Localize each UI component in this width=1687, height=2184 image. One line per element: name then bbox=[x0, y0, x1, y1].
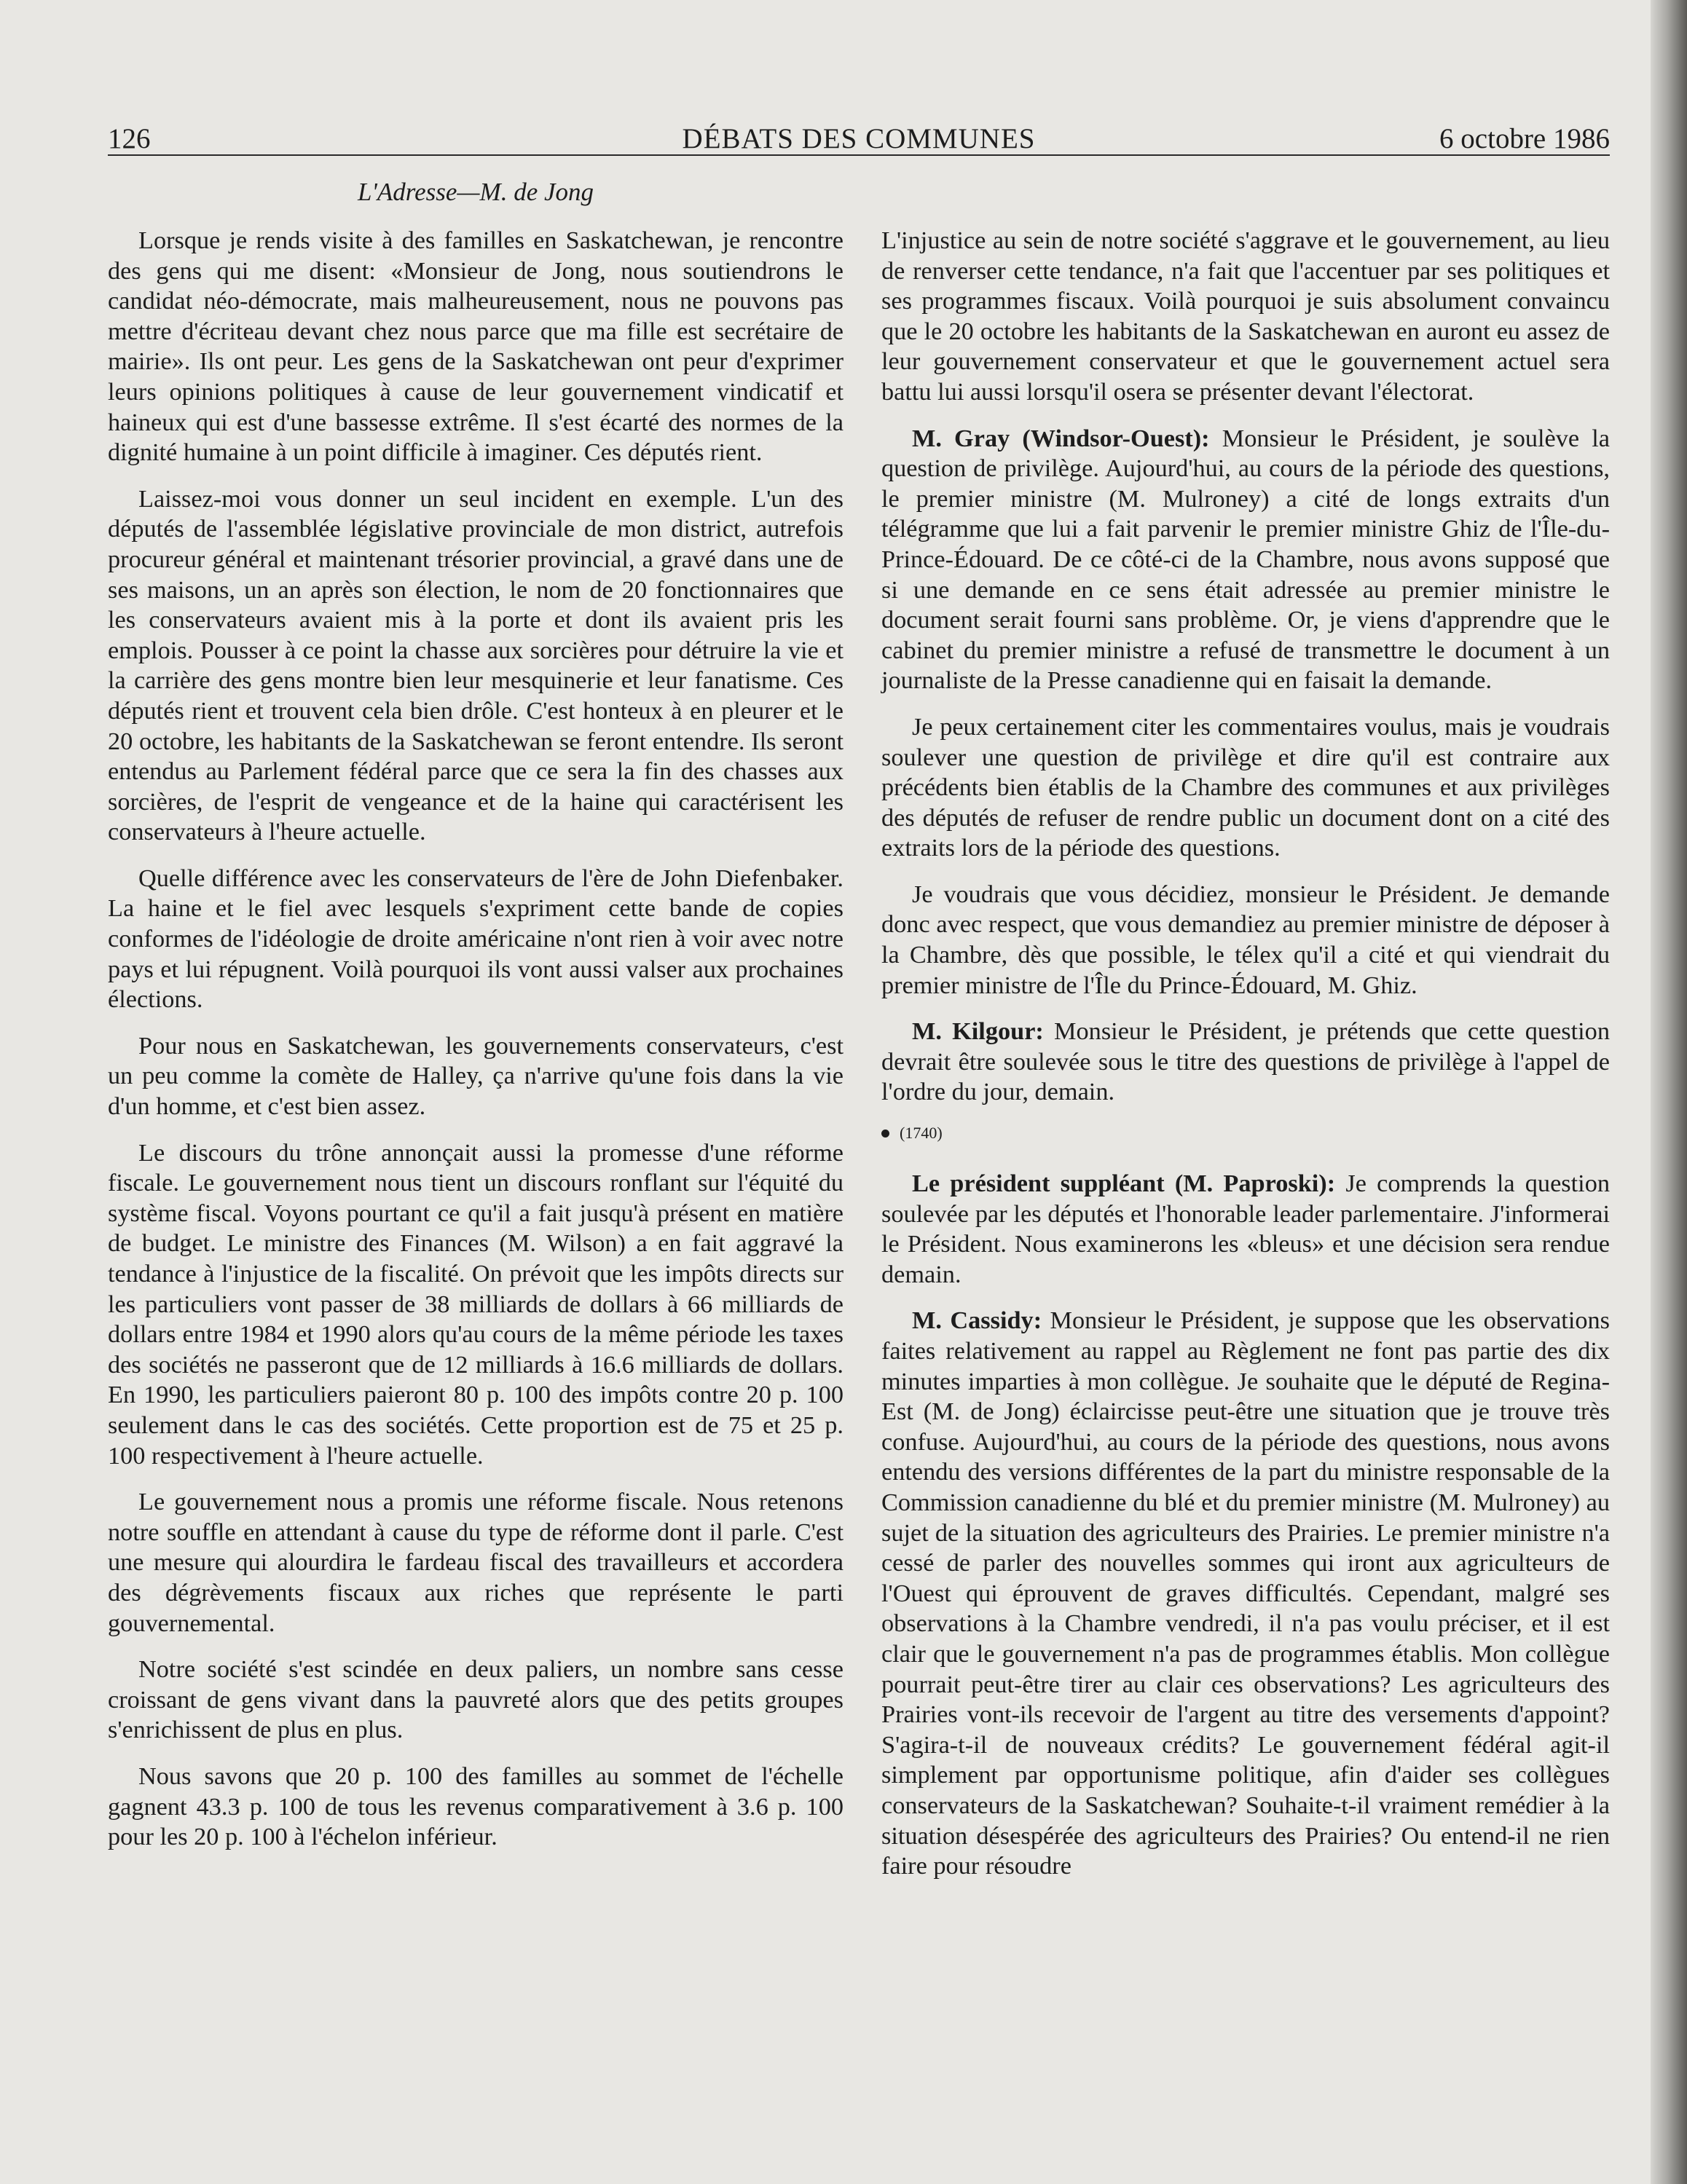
paragraph: Je peux certainement citer les commentaires voulus, mais je voudrais soulever une question de privilège et dire qu'il est contraire aux précédents bien établis de la Chambre des communes et aux privilèges des députés de refuser de rendre public un document dont on a cité des extraits lors de la période des questions. bbox=[881, 712, 1610, 862]
header-date: 6 octobre 1986 bbox=[1439, 123, 1610, 154]
paragraph: Le gouvernement nous a promis une réforme fiscale. Nous retenons notre souffle en attendant à cause du type de réforme dont il parle. C'est une mesure qui alourdira le fardeau fiscal des travailleurs et accordera des dégrèvements fiscaux aux riches que représente le parti gouvernemental. bbox=[108, 1488, 844, 1637]
speech-text: Monsieur le Président, je soulève la question de privilège. Aujourd'hui, au cours de la période des questions, le premier ministre (M. Mulroney) a cité de longs extraits d'un télégramme que lui a fait parvenir le premier ministre Ghiz de l'Île-du-Prince-Édouard. De ce côté-ci de la Chambre, nous avons supposé que si une demande en ce sens était adressée au premier ministre le document serait fourni sans problème. Or, je viens d'apprendre que le cabinet du premier ministre a refusé de transmettre le document à un journaliste de la Presse canadienne qui en faisait la demande. bbox=[881, 424, 1610, 695]
paragraph: Laissez-moi vous donner un seul incident en exemple. L'un des députés de l'assemblée législative provinciale de mon district, autrefois procureur général et maintenant trésorier provincial, a gravé dans une de ses maisons, un an après son élection, le nom de 20 fonctionnaires que les conservateurs avaient mis à la porte et dont ils avaient pris les emplois. Pousser à ce point la chasse aux sorcières pour détruire la vie et la carrière des gens montre bien leur mesquinerie et leur fanatisme. Ces députés rient et trouvent cela bien drôle. C'est honteux à en pleurer et le 20 octobre, les habitants de la Saskatchewan se feront entendre. Ils seront entendus au Parlement fédéral parce que ce sera la fin des chasses aux sorcières, de l'esprit de vengeance et de la haine qui caractérisent les conservateurs à l'heure actuelle. bbox=[108, 484, 844, 846]
speaker-name: M. Gray (Windsor-Ouest): bbox=[912, 424, 1210, 452]
paragraph: Nous savons que 20 p. 100 des familles au sommet de l'échelle gagnent 43.3 p. 100 de tous les revenus comparativement à 3.6 p. 100 pour les 20 p. 100 à l'échelon inférieur. bbox=[108, 1762, 844, 1851]
speech-text: Monsieur le Président, je prétends que cette question devrait être soulevée sous le titre des questions de privilège à l'appel de l'ordre du jour, demain. bbox=[881, 1017, 1610, 1106]
page-header bbox=[108, 117, 1610, 160]
paragraph: Je voudrais que vous décidiez, monsieur le Président. Je demande donc avec respect, que vous demandiez au premier ministre de déposer à la Chambre, dès que possible, le télex qu'il a cité et qui viendrait du premier ministre de l'Île du Prince-Édouard, M. Ghiz. bbox=[881, 880, 1610, 999]
header-rule bbox=[108, 154, 1610, 156]
running-head: L'Adresse—M. de Jong bbox=[357, 178, 594, 206]
paragraph: Le discours du trône annonçait aussi la promesse d'une réforme fiscale. Le gouvernement nous tient un discours ronflant sur l'équité du système fiscal. Voyons pourtant ce qu'il a fait jusqu'à présent en matière de budget. Le ministre des Finances (M. Wilson) a en fait aggravé la tendance à l'injustice de la fiscalité. On prévoit que les impôts directs sur les particuliers vont passer de 38 milliards de dollars à 66 milliards de dollars entre 1984 et 1990 alors qu'au cours de la même période les taxes des sociétés ne passeront que de 12 milliards à 16.6 milliards de dollars. En 1990, les particuliers paieront 80 p. 100 des impôts contre 20 p. 100 seulement dans le cas des sociétés. Cette proportion est de 75 et 25 p. 100 respectivement à l'heure actuelle. bbox=[108, 1138, 844, 1470]
paragraph: Lorsque je rends visite à des familles en Saskatchewan, je rencontre des gens qui me disent: «Monsieur de Jong, nous soutiendrons le candidat néo-démocrate, mais malheureusement, nous ne pouvons pas mettre d'écriteau devant chez nous parce que ma fille est secrétaire de mairie». Ils ont peur. Les gens de la Saskatchewan ont peur d'exprimer leurs opinions politiques à cause de leur gouvernement vindicatif et haineux qui est d'une bassesse extrême. Il s'est écarté des normes de la dignité humaine à un point difficile à imaginer. Ces députés rient. bbox=[108, 226, 844, 467]
speaker-name: Le président suppléant (M. Paproski): bbox=[912, 1170, 1336, 1198]
timestamp-text: (1740) bbox=[900, 1124, 943, 1143]
continuation-paragraph: L'injustice au sein de notre société s'aggrave et le gouvernement, au lieu de renverser cette tendance, n'a fait que l'accentuer par ses politiques et ses programmes fiscaux. Voilà pourquoi je suis absolument convaincu que le 20 octobre les habitants de la Saskatchewan en auront eu assez de leur gouvernement conservateur et que le gouvernement actuel sera battu lui aussi lorsqu'il osera se présenter devant l'électorat. bbox=[881, 226, 1610, 406]
page-edge-shadow bbox=[1651, 0, 1687, 2184]
speech-kilgour bbox=[881, 1017, 1610, 1108]
speech-text: Je comprends la question soulevée par les députés et l'honorable leader parlementaire. J'informerai le Président. Nous examinerons les «bleus» et une décision sera rendue demain. bbox=[881, 1170, 1610, 1288]
speech-text: Monsieur le Président, je suppose que les observations faites relativement au rappel au Règlement ne font pas partie des dix minutes imparties à mon collègue. Je souhaite que le député de Regina-Est (M. de Jong) éclaircisse peut-être une situation que je trouve très confuse. Aujourd'hui, au cours de la période des questions, nous avons entendu des versions différentes de la part du ministre responsable de la Commission canadienne du blé et du premier ministre (M. Mulroney) au sujet de la situation des agriculteurs des Prairies. Le premier ministre n'a cessé de parler des nouvelles sommes qui iront aux agriculteurs de l'Ouest qui éprouvent de graves difficultés. Cependant, malgré ses observations à la Chambre vendredi, il n'a pas voulu préciser, et il est clair que le gouvernement n'a pas de programmes établis. Mon collègue pourrait peut-être tirer au clair ces observations? Les agriculteurs des Prairies vont-ils recevoir de l'argent au titre des versements d'appoint? S'agira-t-il de nouveaux crédits? Le gouvernement fédéral agit-il simplement par opportunisme politique, afin d'aider ses collègues conservateurs de la Saskatchewan? Souhaite-t-il vraiment remédier à la situation désespérée des agriculteurs des Prairies? Ou entend-il ne rien faire pour résoudre bbox=[881, 1306, 1610, 1880]
left-column bbox=[108, 226, 844, 1869]
right-column bbox=[881, 226, 1610, 1898]
page-number: 126 bbox=[108, 123, 151, 154]
paragraph: Pour nous en Saskatchewan, les gouvernements conservateurs, c'est un peu comme la comète de Halley, ça n'arrive qu'une fois dans la vie d'un homme, et c'est bien assez. bbox=[108, 1031, 844, 1121]
paragraph: Quelle différence avec les conservateurs de l'ère de John Diefenbaker. La haine et le fiel avec lesquels s'expriment cette bande de copies conformes de l'idéologie de droite américaine n'ont rien à voir avec notre pays et lui répugnent. Voilà pourquoi ils vont aussi valser aux prochaines élections. bbox=[108, 864, 844, 1014]
speaker-name: M. Cassidy: bbox=[912, 1306, 1042, 1335]
speech-gray bbox=[881, 424, 1610, 696]
speech-paproski bbox=[881, 1169, 1610, 1290]
paragraph: Notre société s'est scindée en deux paliers, un nombre sans cesse croissant de gens vivant dans la pauvreté alors que des petits groupes s'enrichissent de plus en plus. bbox=[108, 1655, 844, 1744]
bullet-icon bbox=[881, 1130, 889, 1138]
timestamp bbox=[881, 1124, 1610, 1143]
speaker-name: M. Kilgour: bbox=[912, 1017, 1044, 1046]
journal-title: DÉBATS DES COMMUNES bbox=[682, 123, 1036, 154]
speech-cassidy bbox=[881, 1306, 1610, 1881]
